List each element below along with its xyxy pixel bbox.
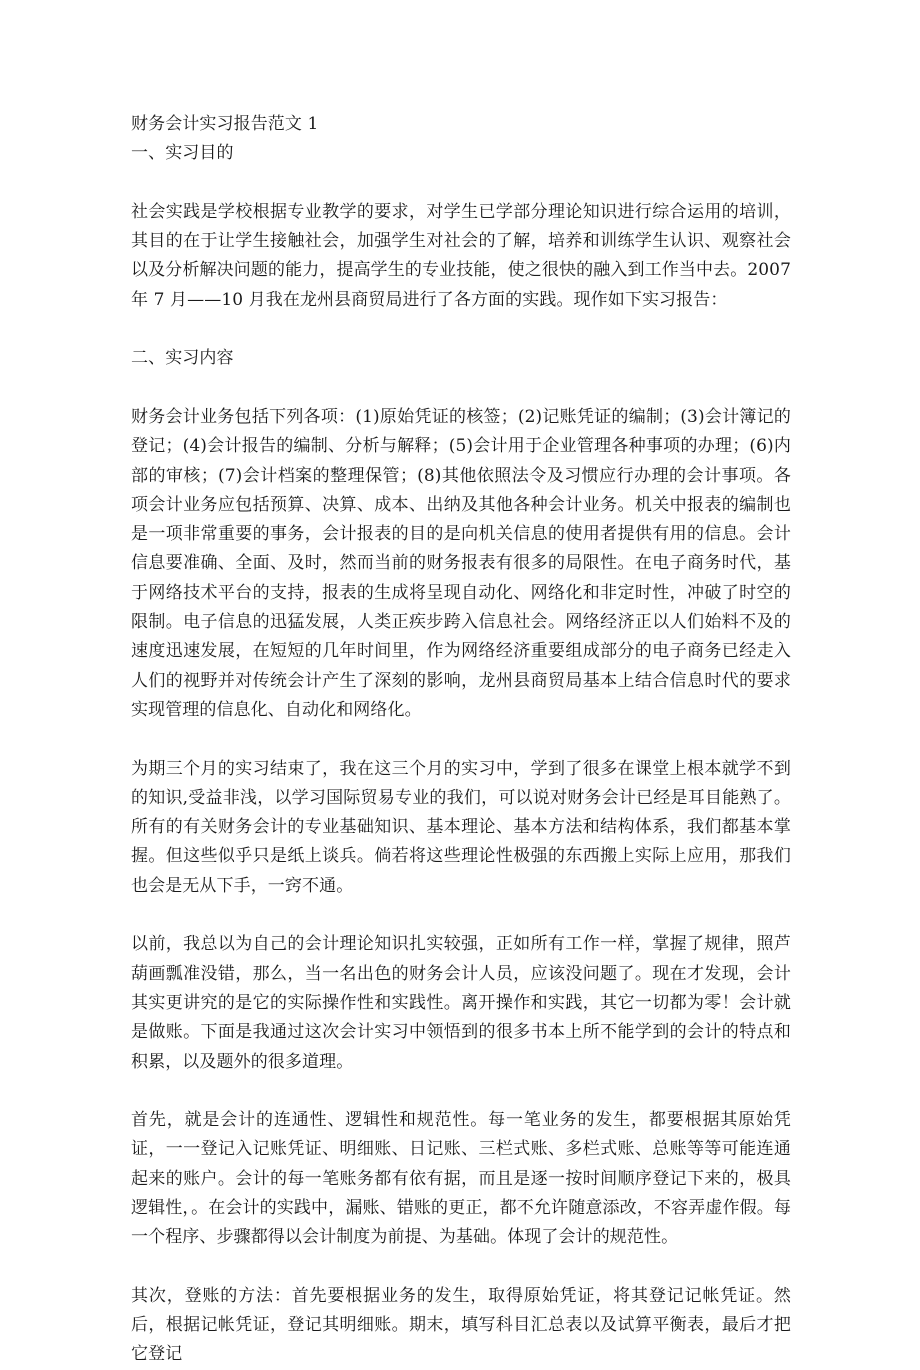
paragraph-accounting-business-scope: 财务会计业务包括下列各项：(1)原始凭证的核签；(2)记账凭证的编制；(3)会计簿记的登记；(4)会计报告的编制、分析与解释；(5)会计用于企业管理各种事项的办理；(6)内部的审核；(7)会计档案的整理保管；(8)其他依照法令及习惯应行办理的会计事项。各项会计业务应包括预算、决算、成本、出纳及其他各种会计业务。机关中报表的编制也是一项非常重要的事务，会计报表的目的是向机关信息的使用者提供有用的信息。会计信息要准确、全面、及时，然而当前的财务报表有很多的局限性。在电子商务时代，基于网络技术平台的支持，报表的生成将呈现自动化、网络化和非定时性，冲破了时空的限制。电子信息的迅猛发展，人类正疾步跨入信息社会。网络经济正以人们始料不及的速度迅速发展，在短短的几年时间里，作为网络经济重要组成部分的电子商务已经走入人们的视野并对传统会计产生了深刻的影响，龙州县商贸局基本上结合信息时代的要求实现管理的信息化、自动化和网络化。 [131, 406, 791, 720]
paragraph-internship-purpose: 社会实践是学校根据专业教学的要求，对学生已学部分理论知识进行综合运用的培训，其目的在于让学生接触社会，加强学生对社会的了解，培养和训练学生认识、观察社会以及分析解决问题的能力，提高学生的专业技能，使之很快的融入到工作当中去。2007 年 7 月——10 月我在龙州县商贸局进行了各方面的实践。现作如下实习报告： [131, 201, 791, 310]
paragraph-three-month-reflection: 为期三个月的实习结束了，我在这三个月的实习中，学到了很多在课堂上根本就学不到的知识,受益非浅，以学习国际贸易专业的我们，可以说对财务会计已经是耳目能熟了。所有的有关财务会计的专业基础知识、基本理论、基本方法和结构体系，我们都基本掌握。但这些似乎只是纸上谈兵。倘若将这些理论性极强的东西搬上实际上应用，那我们也会是无从下手，一窍不通。 [131, 758, 791, 896]
section-heading-two: 二、实习内容 [131, 348, 234, 369]
document-body [131, 110, 791, 1370]
paragraph-connectivity-logic-standards: 首先，就是会计的连通性、逻辑性和规范性。每一笔业务的发生，都要根据其原始凭证，一一登记入记账凭证、明细账、日记账、三栏式账、多栏式账、总账等等可能连通起来的账户。会计的每一笔账务都有依有据，而且是逐一按时间顺序登记下来的，极具逻辑性，。在会计的实践中，漏账、错账的更正，都不允许随意添改，不容弄虚作假。每一个程序、步骤都得以会计制度为前提、为基础。体现了会计的规范性。 [131, 1110, 791, 1248]
page-title: 财务会计实习报告范文 1 [131, 114, 319, 134]
paragraph-bookkeeping-method: 其次，登账的方法：首先要根据业务的发生，取得原始凭证，将其登记记帐凭证。然后，根据记帐凭证，登记其明细账。期末，填写科目汇总表以及试算平衡表，最后才把它登记 [131, 1285, 791, 1365]
section-heading-one: 一、实习目的 [131, 143, 234, 164]
paragraph-theory-versus-practice: 以前，我总以为自己的会计理论知识扎实较强，正如所有工作一样，掌握了规律，照芦葫画瓢准没错，那么，当一名出色的财务会计人员，应该没问题了。现在才发现，会计其实更讲究的是它的实际操作性和实践性。离开操作和实践，其它一切都为零！会计就是做账。下面是我通过这次会计实习中领悟到的很多书本上所不能学到的会计的特点和积累，以及题外的很多道理。 [131, 934, 791, 1072]
document-heading-block [131, 110, 791, 169]
